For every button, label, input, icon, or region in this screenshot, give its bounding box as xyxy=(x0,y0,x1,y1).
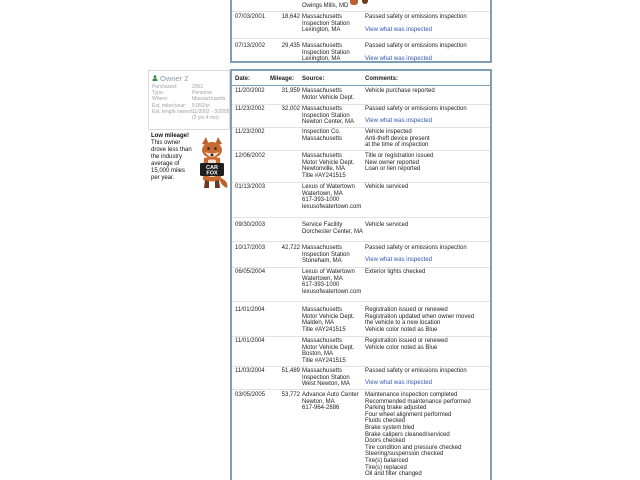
view-inspection-link[interactable]: View what was inspected xyxy=(365,256,432,263)
owner-info-label: Where: xyxy=(152,96,169,103)
record-comments: Title or registration issued New owner reported Loan or lien reported xyxy=(365,153,434,173)
record-source: Massachusetts Motor Vehicle Dept. Newtonville, MA Title #AY241515 xyxy=(302,153,355,179)
record-date: 11/23/2002 xyxy=(235,129,265,135)
record-comments: Registration issued or renewed Registration updated when owner moved the vehicle to a new location Vehicle color noted as Blue xyxy=(365,307,475,333)
record-date: 11/01/2004 xyxy=(235,338,265,344)
person-icon xyxy=(152,75,158,81)
record-date: 06/05/2004 xyxy=(235,269,266,275)
record-comments: Exterior lights checked xyxy=(365,269,426,275)
record-date: 10/17/2003 xyxy=(235,245,266,251)
callout-text xyxy=(151,133,193,182)
owner-info-value: Personal xyxy=(192,90,212,97)
record-comments: Maintenance inspection completed Recommended maintenance performed Parking brake adjusted Four wheel alignment performed Fluids checked Brake system bled Brake calipers cleaned/serviced Doors checked Tire condition and pressure checked Steering/suspension checked Tire(s) balanced Tire(s) replaced Oil and filter changed xyxy=(365,392,471,478)
record-mileage: 51,489 xyxy=(281,368,300,374)
record-source: Massachusetts Inspection Station Stoneham, MA xyxy=(302,245,350,265)
record-comments: Passed safety or emissions inspection View what was inspected xyxy=(365,14,467,33)
view-inspection-link[interactable]: View what was inspected xyxy=(365,26,432,33)
owner-info-value: 11/2002 - 3/2005 xyxy=(192,108,230,115)
record-source: Lexus of Watertown Watertown, MA 617-393-1000 lexusofwatertown.com xyxy=(302,184,362,210)
owner-info-value: 5,952/yr xyxy=(192,102,211,109)
record-source: Lexus of Watertown Watertown, MA 617-393-1000 lexusofwatertown.com xyxy=(302,269,362,295)
record-mileage: 18,642 xyxy=(281,14,300,20)
record-comments: Vehicle serviced xyxy=(365,222,409,228)
owner-info-value: Massachusetts xyxy=(192,96,226,103)
low-mileage-callout xyxy=(148,130,230,192)
record-mileage: 31,959 xyxy=(281,88,300,94)
record-mileage: 42,722 xyxy=(281,245,300,251)
record-mileage: 53,772 xyxy=(281,392,300,398)
record-comments: Passed safety or emissions inspection View what was inspected xyxy=(365,43,467,62)
callout-body: This owner drove less than the industry average of 15,000 miles per year. xyxy=(151,140,192,181)
owner-info xyxy=(152,84,230,121)
header-source: Source: xyxy=(302,76,325,82)
record-date: 11/23/2002 xyxy=(235,106,265,112)
view-inspection-link[interactable]: View what was inspected xyxy=(365,117,432,124)
record-source: Massachusetts Inspection Station Newton Center, MA xyxy=(302,106,355,126)
owner-info-label: Purchased: xyxy=(152,84,178,90)
record-source: Massachusetts Motor Vehicle Dept. Boston, MA Title #AY241515 xyxy=(302,338,355,364)
record-date: 12/06/2002 xyxy=(235,153,266,159)
record-date: 09/30/2003 xyxy=(235,222,266,228)
record-comments: Passed safety or emissions inspection View what was inspected xyxy=(365,368,467,386)
owner-info-value: 2002 xyxy=(192,84,204,90)
record-source: Massachusetts Inspection Station Lexington, MA xyxy=(302,14,350,34)
record-comments: Registration issued or renewed Vehicle color noted as Blue xyxy=(365,338,448,351)
carfox-label-top: CAR xyxy=(206,165,218,171)
record-source: Massachusetts Inspection Station West Newton, MA xyxy=(302,368,350,388)
record-mileage: 32,002 xyxy=(281,106,300,112)
header-date: Date: xyxy=(235,76,251,82)
owner-info-label: Type: xyxy=(152,90,165,97)
record-comments: Vehicle purchase reported xyxy=(365,88,435,94)
view-inspection-link[interactable]: View what was inspected xyxy=(365,379,432,386)
record-comments: Vehicle inspected Anti-theft device present at the time of inspection xyxy=(365,129,430,149)
carfox-label-bottom: FOX xyxy=(206,170,218,177)
owner-title: Owner 2 xyxy=(160,74,189,83)
history-record xyxy=(232,14,490,40)
record-comments: Vehicle serviced xyxy=(365,184,409,190)
record-source: Massachusetts Motor Vehicle Dept. Malden, MA Title #AY241515 xyxy=(302,307,355,333)
callout-heading: Low mileage! xyxy=(151,133,190,139)
history-record xyxy=(232,43,490,65)
record-comments: Passed safety or emissions inspection View what was inspected xyxy=(365,106,467,124)
previous-owner-column xyxy=(148,0,230,63)
header-mileage: Mileage: xyxy=(270,76,295,82)
owner-info-label: Est. miles/year: xyxy=(152,102,187,109)
record-source: Massachusetts Inspection Station Lexington, MA xyxy=(302,43,350,63)
record-source: Owings Mills, MD xyxy=(302,3,349,9)
history-table xyxy=(230,69,492,480)
owner-info-label: Est. length owned: xyxy=(152,108,194,115)
owner-info-value: (2 yrs 4 mo) xyxy=(192,114,219,121)
record-source: Inspection Co. Massachusetts xyxy=(302,129,343,142)
record-date: 11/03/2004 xyxy=(235,368,265,374)
record-source: Massachusetts Motor Vehicle Dept. xyxy=(302,88,355,101)
record-date: 07/03/2001 xyxy=(235,14,266,20)
record-mileage: 29,435 xyxy=(281,43,300,49)
owner-panel xyxy=(148,70,230,480)
record-date: 11/01/2004 xyxy=(235,307,265,313)
view-inspection-link[interactable]: View what was inspected xyxy=(365,55,432,62)
record-date: 01/13/2003 xyxy=(235,184,266,190)
record-date: 03/05/2005 xyxy=(235,392,266,398)
record-date: 11/20/2002 xyxy=(235,88,265,94)
header-comments: Comments: xyxy=(365,76,399,82)
record-source: Advance Auto Center Newton, MA 617-964-2886 xyxy=(302,392,359,412)
previous-owner-records xyxy=(230,0,492,63)
record-source: Service Facility Dorchester Center, MA xyxy=(302,222,364,235)
owner-header xyxy=(148,70,230,130)
carfox-mascot-icon xyxy=(194,136,230,190)
record-comments: Passed safety or emissions inspection View what was inspected xyxy=(365,245,467,263)
record-date: 07/13/2002 xyxy=(235,43,266,49)
